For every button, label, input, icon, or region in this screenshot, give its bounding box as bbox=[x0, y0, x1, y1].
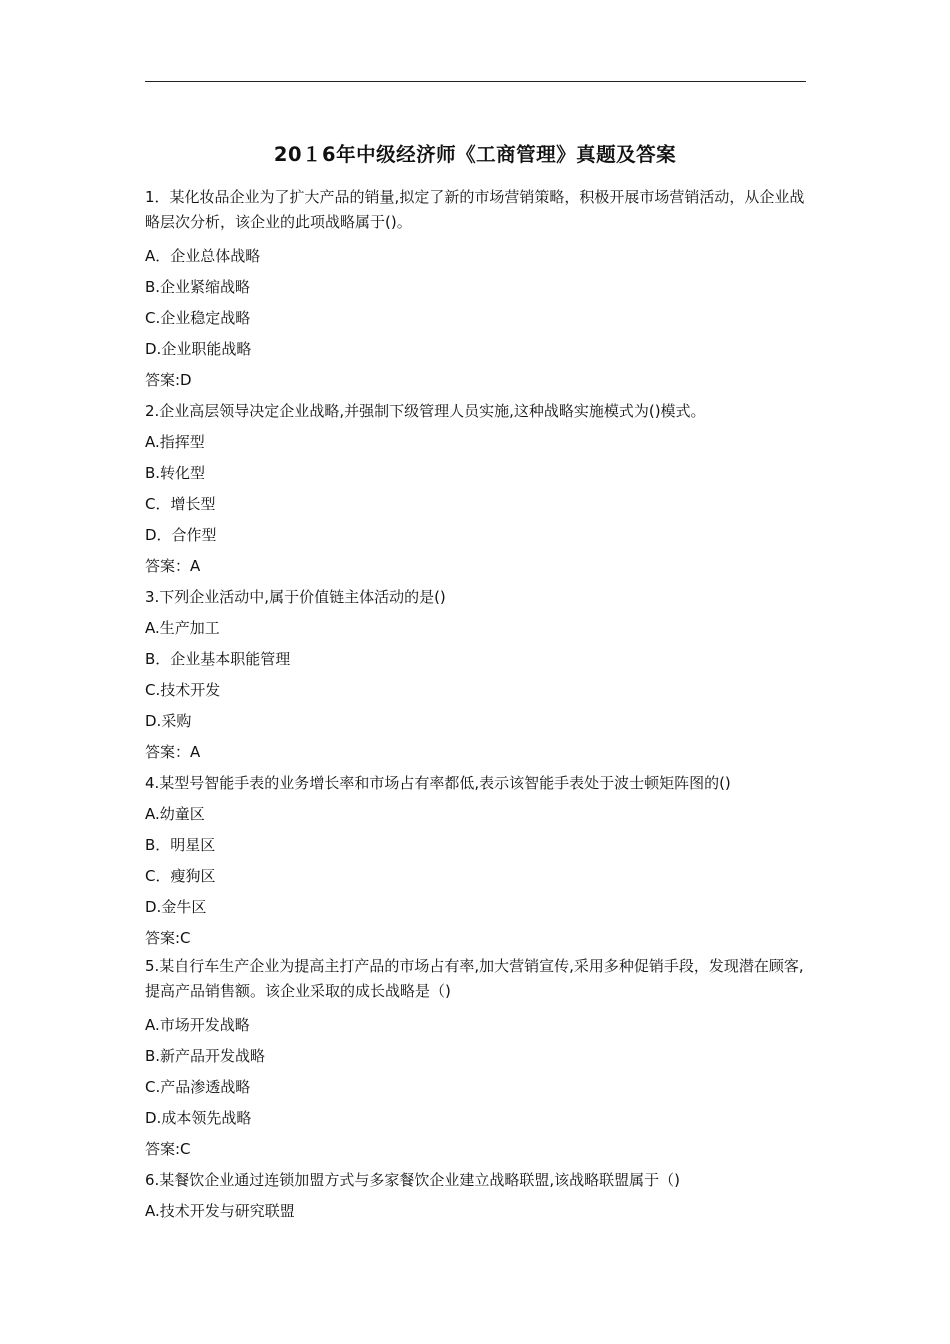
option-c: C．瘦狗区 bbox=[145, 867, 216, 885]
option-d: D.采购 bbox=[145, 712, 192, 730]
answer-text: 答案:D bbox=[145, 371, 192, 389]
option-c: C.技术开发 bbox=[145, 681, 221, 699]
answer-text: 答案:C bbox=[145, 1140, 191, 1158]
option-d: D.企业职能战略 bbox=[145, 340, 252, 358]
option-c: C.产品渗透战略 bbox=[145, 1078, 251, 1096]
option-d: D.成本领先战略 bbox=[145, 1109, 252, 1127]
answer-text: 答案:C bbox=[145, 929, 191, 947]
question-text: 4.某型号智能手表的业务增长率和市场占有率都低,表示该智能手表处于波士顿矩阵图的() bbox=[145, 774, 731, 792]
option-b: B.企业紧缩战略 bbox=[145, 278, 251, 296]
option-c: C.企业稳定战略 bbox=[145, 309, 251, 327]
option-b: B．明星区 bbox=[145, 836, 216, 854]
question-item bbox=[145, 768, 810, 954]
option-c: C．增长型 bbox=[145, 495, 216, 513]
header-rule bbox=[145, 81, 806, 82]
option-b: B.新产品开发战略 bbox=[145, 1047, 266, 1065]
option-d: D.金牛区 bbox=[145, 898, 207, 916]
question-text: 2.企业高层领导决定企业战略,并强制下级管理人员实施,这种战略实施模式为()模式。 bbox=[145, 402, 706, 420]
option-b: B.转化型 bbox=[145, 464, 206, 482]
question-text: 1．某化妆品企业为了扩大产品的销量,拟定了新的市场营销策略，积极开展市场营销活动，从企业战略层次分析，该企业的此项战略属于()。 bbox=[145, 188, 805, 231]
question-item bbox=[145, 1165, 810, 1227]
answer-text: 答案：A bbox=[145, 557, 201, 575]
answer-text: 答案：A bbox=[145, 743, 201, 761]
question-text: 6.某餐饮企业通过连锁加盟方式与多家餐饮企业建立战略联盟,该战略联盟属于（) bbox=[145, 1171, 680, 1189]
question-list bbox=[145, 185, 810, 1227]
question-text: 3.下列企业活动中,属于价值链主体活动的是() bbox=[145, 588, 446, 606]
option-a: A.技术开发与研究联盟 bbox=[145, 1202, 295, 1220]
option-a: A.指挥型 bbox=[145, 433, 205, 451]
option-d: D．合作型 bbox=[145, 526, 217, 544]
question-item bbox=[145, 582, 810, 768]
question-text: 5.某自行车生产企业为提高主打产品的市场占有率,加大营销宣传,采用多种促销手段，发现潜在顾客,提高产品销售额。该企业采取的成长战略是（) bbox=[145, 957, 804, 1000]
option-a: A．企业总体战略 bbox=[145, 247, 261, 265]
option-b: B．企业基本职能管理 bbox=[145, 650, 291, 668]
question-item bbox=[145, 396, 810, 582]
option-a: A.市场开发战略 bbox=[145, 1016, 250, 1034]
question-item bbox=[145, 954, 810, 1165]
question-item bbox=[145, 185, 810, 396]
option-a: A.生产加工 bbox=[145, 619, 220, 637]
document-title: 20１6年中级经济师《工商管理》真题及答案 bbox=[273, 143, 677, 166]
option-a: A.幼童区 bbox=[145, 805, 205, 823]
